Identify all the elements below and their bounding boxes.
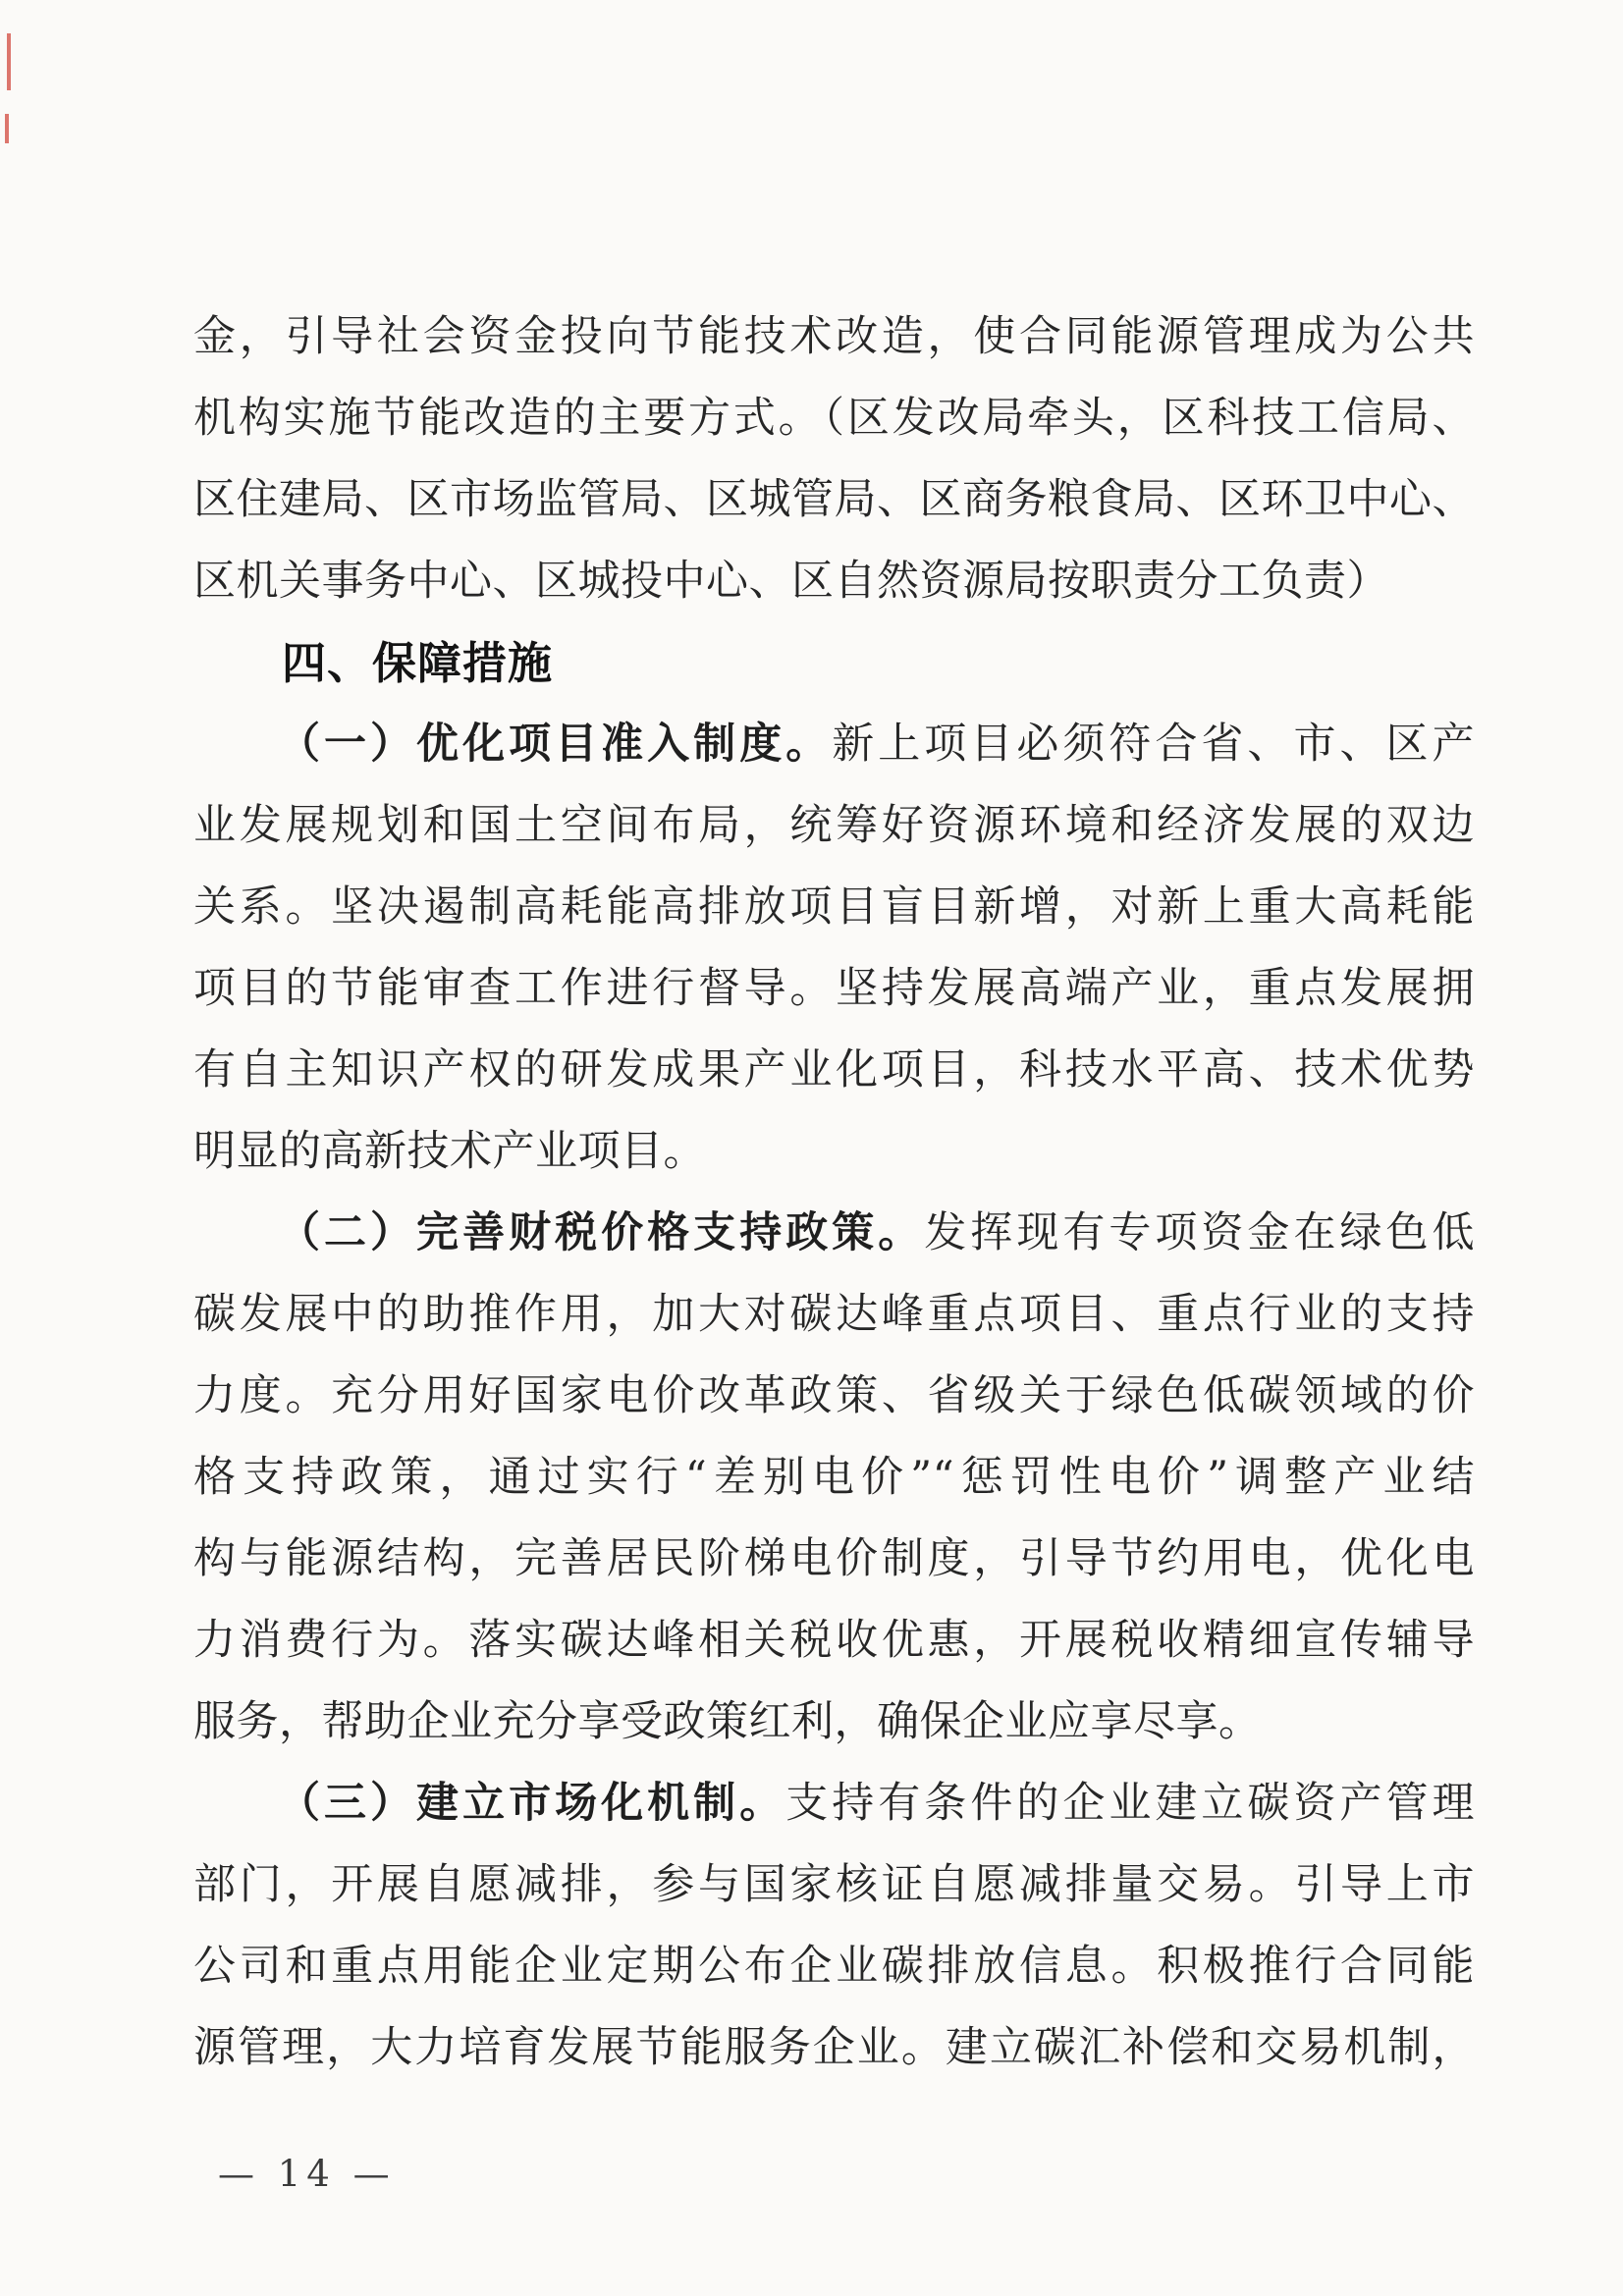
paragraph-lead: （一）优化项目准入制度。 [278, 720, 833, 769]
body-line: 力消费行为。落实碳达峰相关税收优惠，开展税收精细宣传辅导 [193, 1616, 1475, 1665]
body-line: 碳发展中的助推作用，加大对碳达峰重点项目、重点行业的支持 [193, 1290, 1475, 1339]
body-line: 机构实施节能改造的主要方式。（区发改局牵头，区科技工信局、 [193, 394, 1475, 443]
body-line: （一）优化项目准入制度。新上项目必须符合省、市、区产 [278, 720, 1476, 769]
body-line: 关系。坚决遏制高耗能高排放项目盲目新增，对新上重大高耗能 [193, 882, 1475, 932]
body-line: （二）完善财税价格支持政策。发挥现有专项资金在绿色低 [278, 1208, 1476, 1257]
body-line: 项目的节能审查工作进行督导。坚持发展高端产业，重点发展拥 [193, 964, 1475, 1013]
body-line: 源管理，大力培育发展节能服务企业。建立碳汇补偿和交易机制， [193, 2023, 1475, 2072]
body-line: （三）建立市场化机制。支持有条件的企业建立碳资产管理 [278, 1779, 1476, 1828]
body-line: 服务，帮助企业充分享受政策红利，确保企业应享尽享。 [193, 1697, 1262, 1746]
scan-artifact-mark [5, 114, 9, 143]
section-heading: 四、保障措施 [282, 638, 554, 688]
continuation-paragraph [193, 296, 1475, 622]
document-body [193, 296, 1475, 2089]
body-line: 有自主知识产权的研发成果产业化项目，科技水平高、技术优势 [193, 1045, 1475, 1095]
body-line: 业发展规划和国土空间布局，统筹好资源环境和经济发展的双边 [193, 801, 1475, 850]
body-line: 构与能源结构，完善居民阶梯电价制度，引导节约用电，优化电 [193, 1534, 1475, 1583]
paragraph-lead: （三）建立市场化机制。 [278, 1779, 786, 1828]
body-line: 金，引导社会资金投向节能技术改造，使合同能源管理成为公共 [193, 312, 1475, 361]
page-number: — 14 — [218, 2153, 396, 2195]
body-line: 明显的高新技术产业项目。 [193, 1127, 706, 1176]
scan-artifact-mark [7, 33, 11, 90]
body-line: 格支持政策，通过实行“差别电价”“惩罚性电价”调整产业结 [193, 1453, 1475, 1502]
paragraph-list [193, 704, 1475, 2089]
body-line: 公司和重点用能企业定期公布企业碳排放信息。积极推行合同能 [193, 1942, 1475, 1991]
body-line: 区住建局、区市场监管局、区城管局、区商务粮食局、区环卫中心、 [193, 475, 1475, 524]
body-line: 部门，开展自愿减排，参与国家核证自愿减排量交易。引导上市 [193, 1860, 1475, 1909]
body-line: 区机关事务中心、区城投中心、区自然资源局按职责分工负责） [193, 557, 1389, 606]
body-line: 力度。充分用好国家电价改革政策、省级关于绿色低碳领域的价 [193, 1371, 1475, 1420]
page-footer [218, 2153, 396, 2195]
paragraph-lead: （二）完善财税价格支持政策。 [278, 1208, 925, 1257]
